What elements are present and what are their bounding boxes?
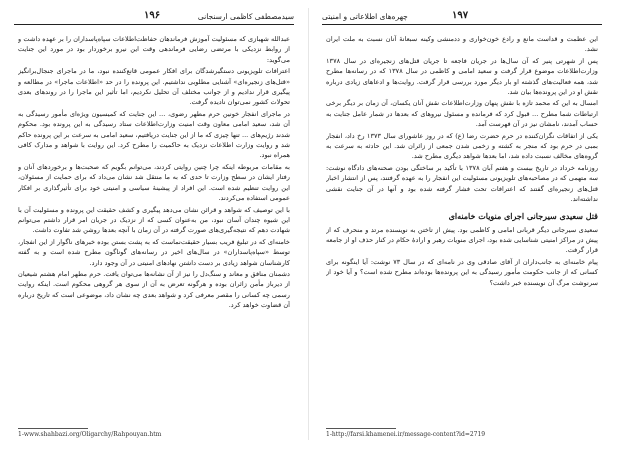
- paragraph: امسال به این که محمد تازه با نقش پنهان وزارت‌اطلاعات نقش آنان یکسان، آن زمان بر دیگر برخی ارتباطات شما مطرح ... قبول کرد که فرمانده و مسئول نیرو‌های که بعدها در شمار عامل جنایت به حساب آمدند، نامشان نیز در آن فهرست آمد.: [326, 99, 598, 129]
- paragraph: این عظمت و قداست مانع و رادع خون‌خواری و دد‌منشی وکینه سبعانهٔ آنان نسبت به ملت ایران نشد.: [326, 35, 598, 54]
- left-footnote: 1-www.shahbazi.org/Oligarchy/Rahpouyan.htm: [18, 431, 162, 438]
- paragraph: با این توصیف که شواهد و قرائن نشان می‌دهد پیگیری و کشف حقیقت این پرونده و مسئولیت آن با این شیوه چندان آسان نبود، من به‌عنوان کسی که از نزدیک در جریان امر قرار داشتم می‌توانم شهادت دهم که نتیجه‌گیری‌های صورت گرفته در آن زمان با آنچه بعدها روشن شد تفاوت داشت.: [18, 205, 290, 235]
- left-page: [8, 0, 300, 449]
- right-running-title: چهره‌های اطلاعاتی و امنیتی: [322, 12, 408, 21]
- right-page: [316, 0, 608, 449]
- footnote-rule: [326, 428, 396, 429]
- paragraph: پیام خامنه‌ای به جانب‌داران از آقای صادقی وی در نامه‌ای که در سال ۷۳ نوشت: آیا اینگونه برای کسانی که از جانب حکومت مأمور رسیدگی به این پرونده‌ها بوده‌اند مطرح شده است؟ و آیا خود از سرنوشت مرگ آن نویسنده خبر داشت؟: [326, 257, 598, 287]
- book-gutter: [308, 8, 309, 440]
- right-page-body: [326, 34, 598, 423]
- paragraph: سعیدی سیرجانی دیگر قربانی امامی و کاظمی بود. پیش از تاختن به نویسنده مرتد و منحرف که از پیش در مراکز امنیتی شناسایی شده بود، اجرای منویات رهبر و ارادهٔ حکام در کنار حذف او از جامعه قرار گرفت.: [326, 225, 598, 255]
- right-page-number: ۱۹۷: [452, 10, 469, 21]
- paragraph: خامنه‌ای که در تبلیغ فریب بسیار حقیقت‌نماست که به پشت بستن بوده خبرهای ناگوار از این انفجار، توسط «سپاه‌پاسداران» در سال‌های اخیر در رسانه‌های گوناگون مطرح شده است و به گفته کارشناسان شواهد زیادی بر دست داشتن نهادهای امنیتی در آن وجود دارد.: [18, 237, 290, 267]
- paragraph: یکی از اتفاقات نگران‌کننده در حرم حضرت رضا (ع) که در روز عاشورای سال ۱۳۷۳ رخ داد، انفجار بمبی در حرم بود که منجر به کشته و زخمی شدن جمعی از زائران شد. این حادثه به سرعت به گروه‌های مخالف نسبت داده شد، اما بعدها شواهد دیگری مطرح شد.: [326, 131, 598, 161]
- paragraph: پس از شهرتی پنیر که آن سال‌ها در جریان فاجعه تا جریان قتل‌های زنجیره‌ای در سال ۱۳۷۸ وزارت‌اطلاعات موضوع قرار گرفت و سعید امامی و کاظمی در سال ۱۳۷۸ که در رسانه‌ها مطرح شد، همه فعالیت‌های گذشته او بار دیگر مورد بررسی قرار گرفت. روایت‌ها و ادعاهای زیادی درباره نقش او در این پرونده‌ها بیان شد.: [326, 56, 598, 97]
- paragraph: به مقامات مربوطه اینکه چرا چنین روایتی کردند، می‌توانم بگویم که صحبت‌ها و برخورد‌های آنان و رفتار ایشان در سطح وزارت تا حدی که به ما منتقل شد نشان می‌داد که برای حمایت از مسئولان، این روایت تنظیم شده است. این افراد از پیشینهٔ سیاسی و امنیتی خود برای تأثیرگذاری بر افکار عمومی استفاده می‌کردند.: [18, 162, 290, 203]
- paragraph: دشمنان منافق و معاند و سنگ‌دل را نیز از آن نشانه‌ها می‌توان یافت. حرم مطهر امام هشتم شیعیان از دیرباز مأمن زائران بوده و هرگونه تعرض به آن از سوی هر گروهی محکوم است. اینکه روایت رسمی چه کسانی را مقصر معرفی کرد و شواهد بعدی چه نشان داد، موضوعی است که تاریخ درباره آن قضاوت خواهد کرد.: [18, 269, 290, 310]
- paragraph: در ماجرای انفجار خونین حرم مطهر رضوی، ... این جنایت که کمیسیون ویژه‌ای مأمور رسیدگی به آن شد، سعید امامی معاون وقت امنیت وزارت‌اطلاعات ستاد رسیدگی به این پرونده بود. محکوم شدند رژیم‌های ... تنها چیزی که ما از این جنایت دریافتیم، سعید امامی به سرعت بر این پرونده حاکم شد و روایت وزارت اطلاعات نزدیک به حاکمیت را مطرح کرد. این روایت با شواهد و مدارک کافی همراه نبود.: [18, 109, 290, 160]
- paragraph: روزنامه خرداد در تاریخ بیست و هفتم آبان ۱۳۷۸ با تأکید بر ساختگی بودن صحنه‌های دادگاه نوشت: سه متهمی که در مصاحبه‌های تلویزیونی مسئولیت این انفجار را به عهده گرفتند، پس از انتشار اخبار قتل‌های زنجیره‌ای گفتند که اعترافات تحت فشار گرفته شده بود و آنها در آن جنایت نقشی نداشته‌اند.: [326, 163, 598, 204]
- right-footnote: 1-http://farsi.khamenei.ir/message-content?id=2719: [326, 431, 486, 438]
- section-heading: قتل سعیدی سیرجانی اجرای منویات خامنه‌ای: [448, 210, 598, 221]
- paragraph: عبدالله شهبازی که مسئولیت آموزش فرماندهان حفاظت‌اطلاعات سپاه‌پاسداران را بر عهده داشت و از روابط نزدیکی با مرتضی رضایی فرماندهی وقت این نیرو برخوردار بود در مورد این جنایت می‌گوید:: [18, 35, 290, 64]
- right-page-header: [322, 10, 602, 25]
- left-page-body: [18, 34, 290, 423]
- left-page-header: [14, 10, 294, 25]
- left-running-title: سیدمصطفی کاظمی ارسنجانی: [197, 12, 294, 21]
- left-page-number: ۱۹۶: [144, 10, 161, 21]
- footnote-rule: [18, 428, 88, 429]
- paragraph: اعترافات تلویزیونی دستگیرشدگان برای افکار عمومی قانع‌کننده نبود، ما در ماجرای جنجال‌برانگیز «قتل‌های زنجیره‌ای» آشنایی مطلوبی نداشتیم. این پرونده را در حد «اطلاعات ماجرا» در مطالعه و پیگیری قرار ندادیم و از جوانب مختلف آن تحلیل نکردیم، اما تأثیر این ماجرا را در روندهای بعدی تحولات کشور نمی‌توان نادیده گرفت.: [18, 67, 290, 107]
